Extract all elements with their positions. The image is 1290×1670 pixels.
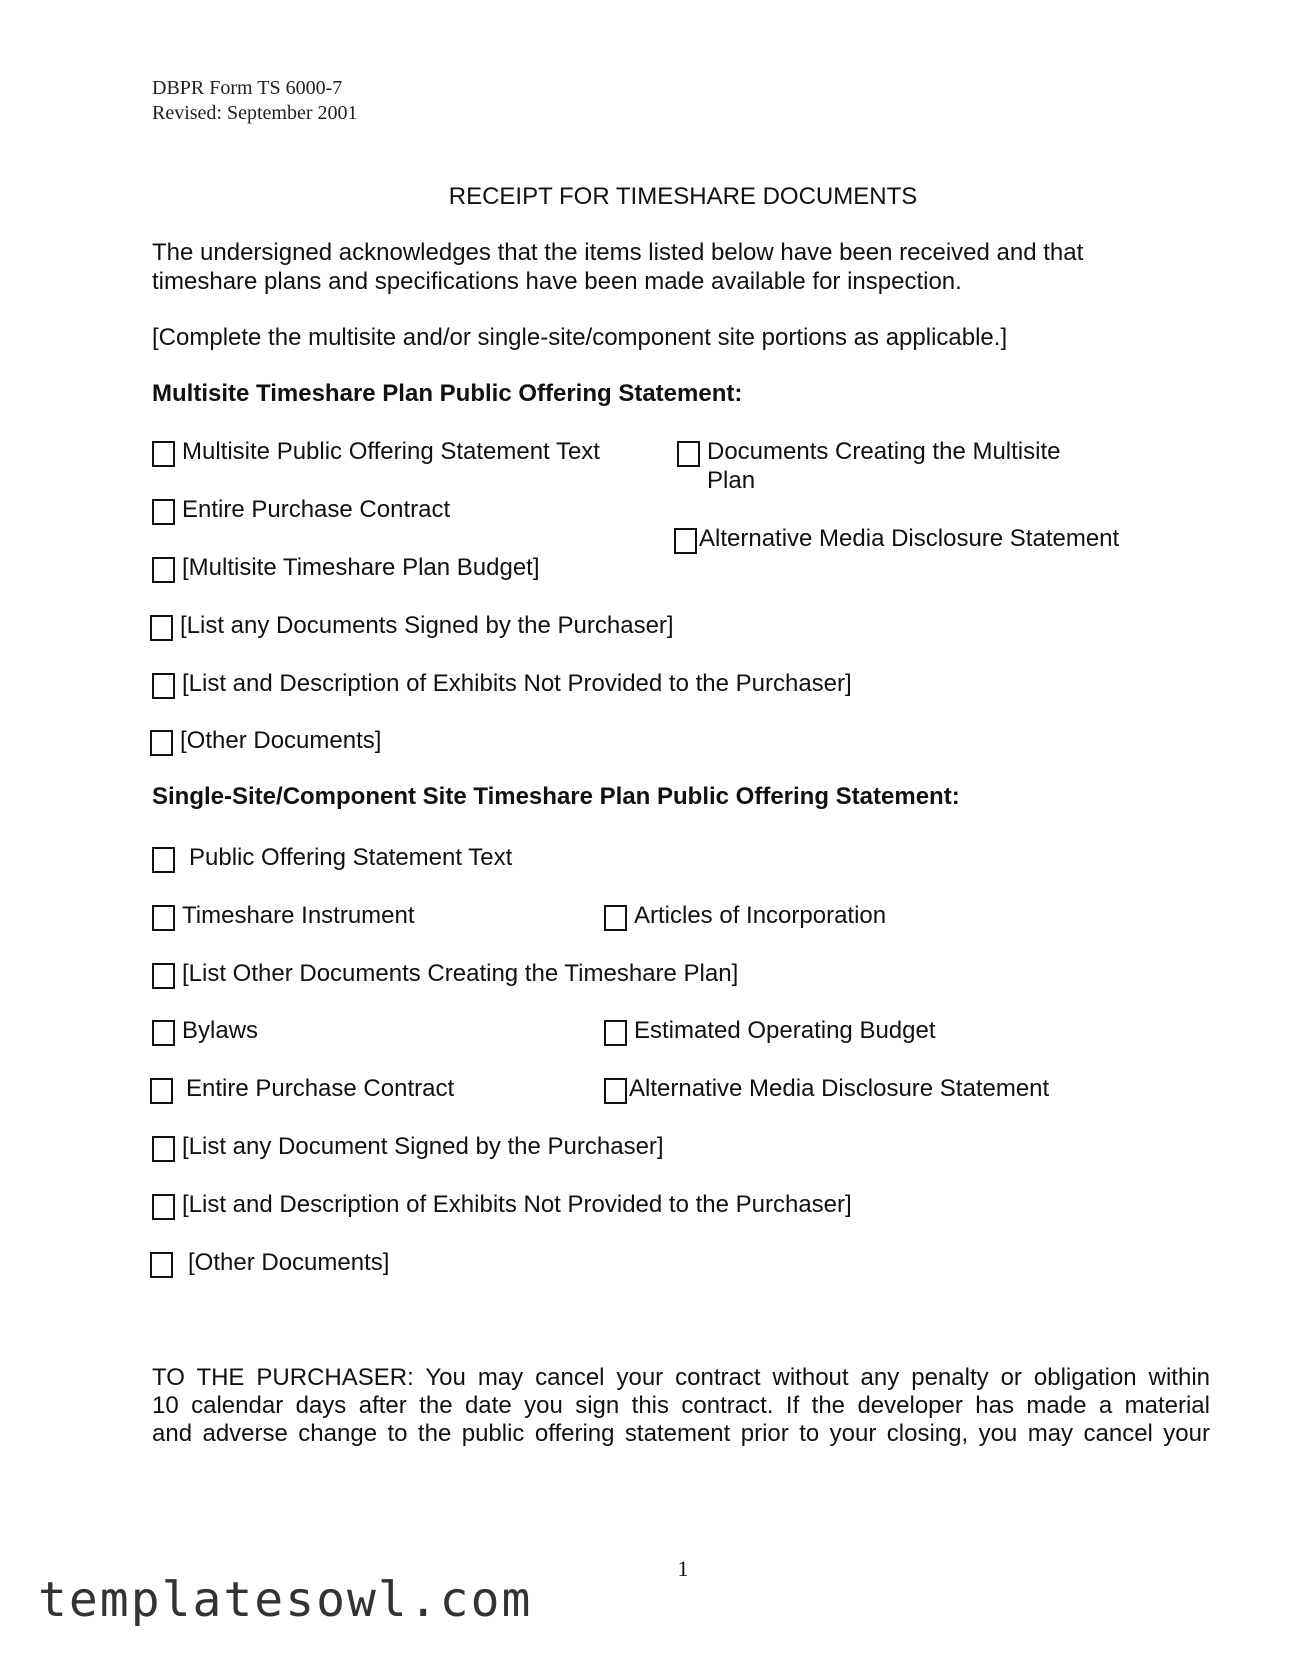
checkbox-multisite-exhibits-not-provided[interactable]: [List and Description of Exhibits Not Provided to the Purchaser] xyxy=(152,669,852,699)
form-id: DBPR Form TS 6000-7 xyxy=(152,77,343,99)
watermark: templatesowl.com xyxy=(38,1572,533,1628)
checkbox-icon[interactable] xyxy=(152,963,175,989)
intro-paragraph xyxy=(152,238,1212,296)
checkbox-icon[interactable] xyxy=(150,730,173,756)
checkbox-single-alternative-media[interactable]: Alternative Media Disclosure Statement xyxy=(604,1074,1049,1104)
single-site-heading: Single-Site/Component Site Timeshare Plan Public Offering Statement: xyxy=(152,783,960,810)
checkbox-icon[interactable] xyxy=(152,557,175,583)
page-title: RECEIPT FOR TIMESHARE DOCUMENTS xyxy=(448,183,918,210)
checkbox-multisite-alternative-media[interactable]: Alternative Media Disclosure Statement xyxy=(674,524,1119,554)
checkbox-multisite-documents-signed[interactable]: [List any Documents Signed by the Purchaser] xyxy=(150,611,674,641)
checkbox-icon[interactable] xyxy=(674,528,697,554)
multisite-heading: Multisite Timeshare Plan Public Offering Statement: xyxy=(152,380,743,407)
checkbox-icon[interactable] xyxy=(152,441,175,467)
checkbox-single-document-signed[interactable]: [List any Document Signed by the Purchaser] xyxy=(152,1132,664,1162)
intro-line-2: timeshare plans and specifications have been made available for inspection. xyxy=(152,268,962,295)
checkbox-icon[interactable] xyxy=(152,1020,175,1046)
checkbox-articles-of-incorporation[interactable]: Articles of Incorporation xyxy=(604,901,886,931)
checkbox-icon[interactable] xyxy=(604,1020,627,1046)
checkbox-timeshare-instrument[interactable]: Timeshare Instrument xyxy=(152,901,415,931)
checkbox-icon[interactable] xyxy=(152,1194,175,1220)
checkbox-icon[interactable] xyxy=(150,1078,173,1104)
checkbox-icon[interactable] xyxy=(152,673,175,699)
checkbox-icon[interactable] xyxy=(150,615,173,641)
checkbox-icon[interactable] xyxy=(604,905,627,931)
intro-line-1: The undersigned acknowledges that the items listed below have been received and that xyxy=(152,239,1084,266)
checkbox-icon[interactable] xyxy=(677,441,700,467)
checkbox-icon[interactable] xyxy=(150,1252,173,1278)
checkbox-bylaws[interactable]: Bylaws xyxy=(152,1016,258,1046)
checkbox-other-documents-creating-plan[interactable]: [List Other Documents Creating the Timeshare Plan] xyxy=(152,959,738,989)
checkbox-single-entire-purchase-contract[interactable]: Entire Purchase Contract xyxy=(150,1074,454,1104)
revised-date: Revised: September 2001 xyxy=(152,102,358,124)
checkbox-multisite-other-documents[interactable]: [Other Documents] xyxy=(150,726,381,756)
checkbox-multisite-pos-text[interactable]: Multisite Public Offering Statement Text xyxy=(152,437,600,467)
checkbox-icon[interactable] xyxy=(152,499,175,525)
notice-line-2: 10 calendar days after the date you sign this contract. If the developer has made a material xyxy=(152,1392,1210,1419)
checkbox-icon[interactable] xyxy=(152,847,175,873)
checkbox-icon[interactable] xyxy=(604,1078,627,1104)
checkbox-estimated-operating-budget[interactable]: Estimated Operating Budget xyxy=(604,1016,936,1046)
checkbox-single-other-documents[interactable]: [Other Documents] xyxy=(150,1248,389,1278)
checkbox-icon[interactable] xyxy=(152,905,175,931)
form-header xyxy=(152,76,358,126)
purchaser-notice xyxy=(152,1364,1210,1448)
checkbox-single-exhibits-not-provided[interactable]: [List and Description of Exhibits Not Provided to the Purchaser] xyxy=(152,1190,852,1220)
checkbox-single-pos-text[interactable]: Public Offering Statement Text xyxy=(152,843,512,873)
checkbox-multisite-budget[interactable]: [Multisite Timeshare Plan Budget] xyxy=(152,553,540,583)
checkbox-icon[interactable] xyxy=(152,1136,175,1162)
page-number: 1 xyxy=(677,1556,689,1581)
notice-line-1: TO THE PURCHASER: You may cancel your contract without any penalty or obligation within xyxy=(152,1364,1210,1391)
checkbox-multisite-entire-purchase-contract[interactable]: Entire Purchase Contract xyxy=(152,495,450,525)
notice-line-3: and adverse change to the public offering statement prior to your closing, you may cancel your xyxy=(152,1420,1210,1447)
checkbox-documents-creating-multisite-plan[interactable]: Documents Creating the Multisite Plan xyxy=(677,437,1087,495)
instruction-text: [Complete the multisite and/or single-site/component site portions as applicable.] xyxy=(152,324,1008,351)
